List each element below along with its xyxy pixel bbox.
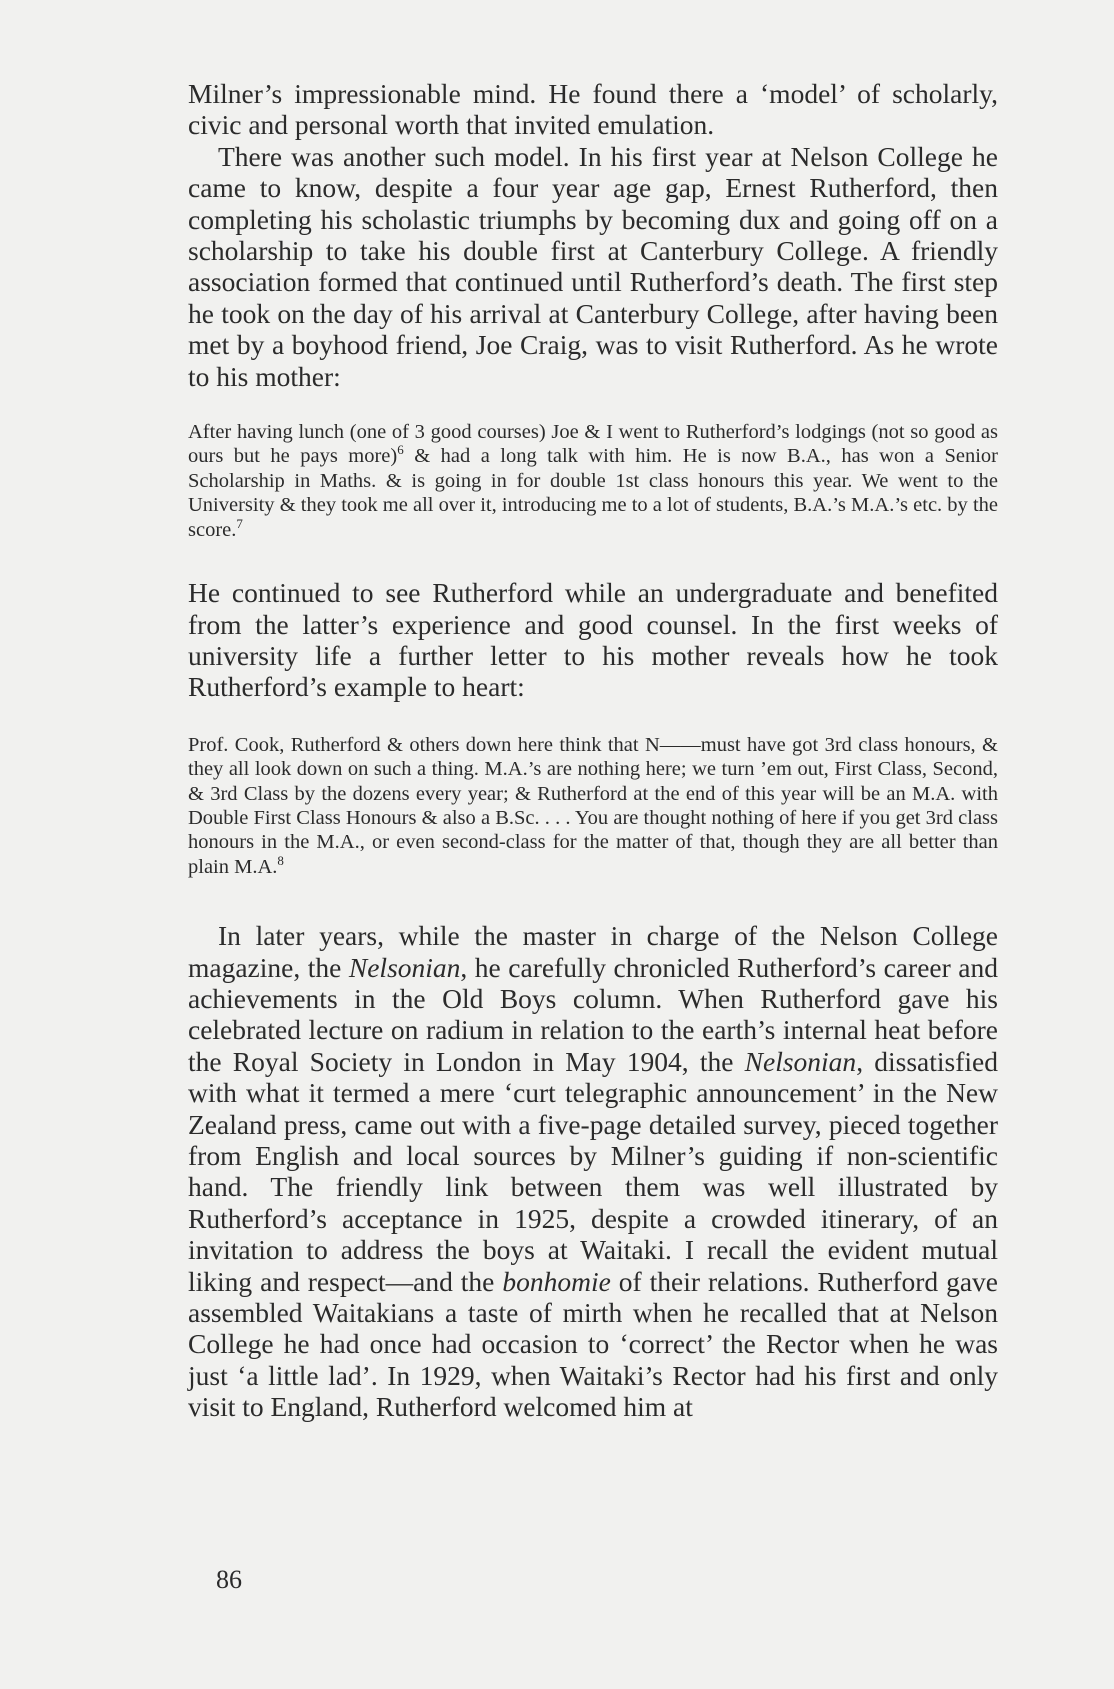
periodical-title-nelsonian-2: Nelsonian [744, 1045, 857, 1077]
italic-term-bonhomie: bonhomie [502, 1265, 611, 1297]
footnote-marker-8: 8 [277, 852, 284, 868]
body-paragraph-3: He continued to see Rutherford while an undergraduate and benefited from the latter’s experience and good counsel. In the first weeks of university life a further letter to his mother reveals how he took Rutherford’s example to heart: [188, 577, 998, 703]
paragraph-4-text-a: In later years, while the master in charge of the Nelson College magazine, the [188, 920, 998, 983]
body-paragraph-1: Milner’s impressionable mind. He found there a ‘model’ of scholarly, civic and personal worth that invited emulation. [188, 78, 998, 141]
paragraph-4-text-b: , he carefully chronicled Rutherford’s career and achievements in the Old Boys column. When Rutherford gave his celebrated lecture on radium in relation to the earth’s internal heat before the Royal Society in London in May 1904, the [188, 951, 998, 1077]
quote-2-text: Prof. Cook, Rutherford & others down here think that N——must have got 3rd class honours, & they all look down on such a thing. M.A.’s are nothing here; we turn ’em out, First Class, Second, & 3rd Class by the dozens every year; & Rutherford at the end of this year will be an M.A. with Double First Class Honours & also a B.Sc. . . . You are thought nothing of here if you get 3rd class honours in the M.A., or even second-class for the matter of that, though they are all better than plain M.A. [188, 733, 998, 878]
page-number: 86 [216, 1565, 242, 1594]
footnote-marker-7: 7 [236, 515, 243, 531]
block-quote-letter-1 [188, 420, 998, 542]
periodical-title-nelsonian: Nelsonian [348, 951, 461, 983]
quote-1-text-b: & had a long talk with him. He is now B.A., has won a Senior Scholarship in Maths. & is going in for double 1st class honours this year. We went to the University & they took me all over it, introducing me to a lot of students, B.A.’s M.A.’s etc. by the score. [188, 445, 999, 541]
text-column [188, 78, 998, 1423]
block-quote-letter-2 [188, 733, 998, 879]
paragraph-4-text-c: , dissatisfied with what it termed a mere ‘curt telegraphic announcement’ in the New Zealand press, came out with a five-page detailed survey, pieced together from English and local sources by Milner’s guiding if non-scientific hand. The friendly link between them was well illustrated by Rutherford’s acceptance in 1925, despite a crowded itinerary, of an invitation to address the boys at Waitaki. I recall the evident mutual liking and respect—and the [188, 1045, 998, 1297]
quote-1-text-a: After having lunch (one of 3 good courses) Joe & I went to Rutherford’s lodgings (not so good as ours but he pays more) [188, 421, 998, 468]
body-paragraph-2: There was another such model. In his first year at Nelson College he came to know, despite a four year age gap, Ernest Rutherford, then completing his scholastic triumphs by becoming dux and going off on a scholarship to take his double first at Canterbury College. A friendly association formed that continued until Rutherford’s death. The first step he took on the day of his arrival at Canterbury College, after having been met by a boyhood friend, Joe Craig, was to visit Rutherford. As he wrote to his mother: [188, 140, 998, 392]
paragraph-4-text-d: of their relations. Rutherford gave assembled Waitakians a taste of mirth when he recalled that at Nelson College he had once had occasion to ‘correct’ the Rector when he was just ‘a little lad’. In 1929, when Waitaki’s Rector had his first and only visit to England, Rutherford welcomed him at [188, 1265, 998, 1423]
footnote-marker-6: 6 [397, 442, 404, 458]
body-paragraph-4 [188, 920, 998, 1423]
